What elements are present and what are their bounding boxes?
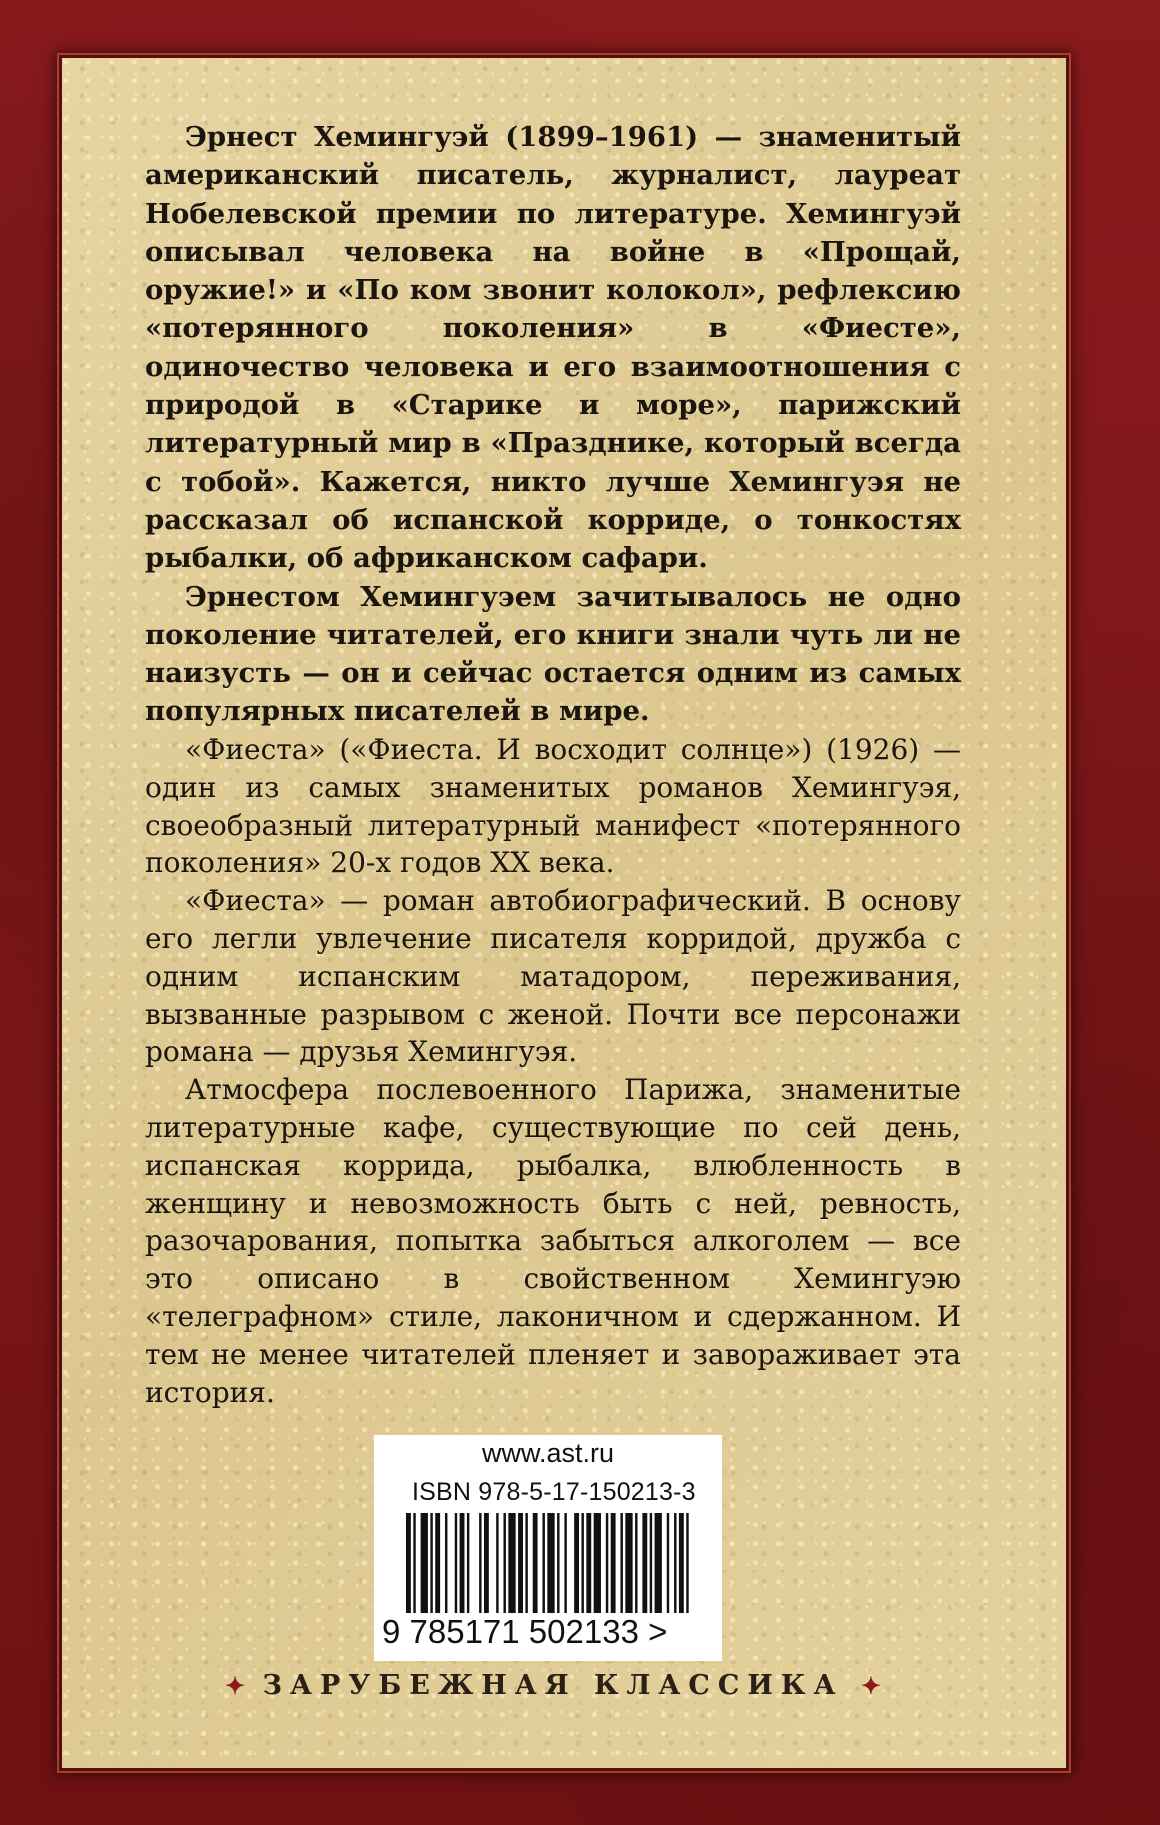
barcode-label bbox=[374, 1435, 722, 1661]
series-title: ЗАРУБЕЖНАЯ КЛАССИКА bbox=[262, 1670, 844, 1701]
publisher-website: www.ast.ru bbox=[481, 1438, 615, 1468]
book-annotation bbox=[145, 731, 961, 1411]
series-name bbox=[145, 1670, 961, 1701]
bio-paragraph: Эрнестом Хемингуэем зачитывалось не одно поколение читателей, его книги знали чуть ли не наизусть — он и сейчас остается одним из самых популярных писателей в мире. bbox=[145, 580, 961, 728]
annotation-paragraph: Атмосфера послевоенного Парижа, знаменитые литературные кафе, существующие по сей день, испанская коррида, рыбалка, влюбленность в женщину и невозможность быть с ней, ревность, разочарования, попытка забыться алкоголем — все это описано в свойственном Хемингуэю «телеграфном» стиле, лаконичном и сдержанном. И тем не менее читателей пленяет и завораживает эта история. bbox=[145, 1073, 961, 1409]
ornament-left-icon: ✦ bbox=[225, 1671, 246, 1700]
ornament-right-icon: ✦ bbox=[860, 1671, 881, 1700]
author-bio bbox=[145, 118, 961, 731]
annotation-paragraph: «Фиеста» — роман автобиографический. В основу его легли увлечение писателя корридой, дружба с одним испанским матадором, переживания, вызванные разрывом с женой. Почти все персонажи романа — друзья Хемингуэя. bbox=[145, 884, 961, 1069]
barcode-bars bbox=[406, 1513, 696, 1613]
bio-paragraph: Эрнест Хемингуэй (1899–1961) — знаменитый американский писатель, журналист, лауреат Нобелевской премии по литературе. Хемингуэй описывал человека на войне в «Прощай, оружие!» и «По ком звонит колокол», рефлексию «потерянного поколения» в «Фиесте», одиночество человека и его взаимоотношения с природой в «Старике и море», парижский литературный мир в «Празднике, который всегда с тобой». Кажется, никто лучше Хемингуэя не рассказал об испанской корриде, о тонкостях рыбалки, об африканском сафари. bbox=[145, 121, 961, 575]
barcode-digits: 9 785171 502133 > bbox=[382, 1613, 668, 1650]
isbn-text: ISBN 978-5-17-150213-3 bbox=[412, 1478, 696, 1506]
annotation-paragraph: «Фиеста» («Фиеста. И восходит солнце») (1926) — один из самых знаменитых романов Хемингуэя, своеобразный литературный манифест «потерянного поколения» 20-х годов XX века. bbox=[145, 733, 961, 880]
